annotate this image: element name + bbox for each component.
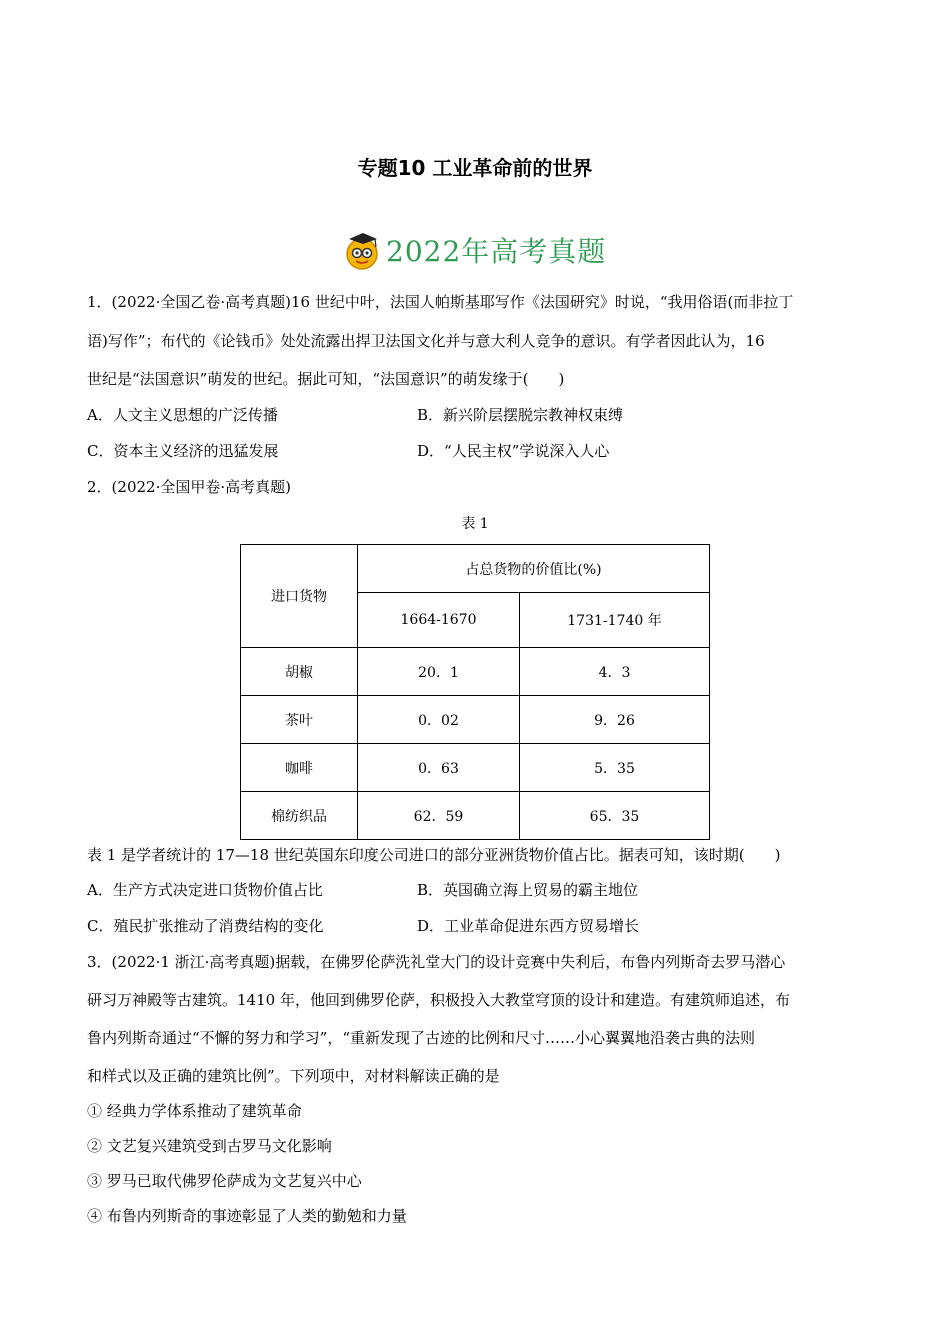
q2-option-b: B．英国确立海上贸易的霸主地位 <box>417 881 639 899</box>
col-header-1731: 1731-1740 年 <box>520 593 710 648</box>
banner-text: 2022年高考真题 <box>386 235 607 268</box>
page-title: 专题10 工业革命前的世界 <box>357 156 593 180</box>
q3-item-4: ④ 布鲁内列斯奇的事迹彰显了人类的勤勉和力量 <box>87 1207 407 1225</box>
cell-value: 9．26 <box>520 696 710 744</box>
q3-item-1: ① 经典力学体系推动了建筑革命 <box>87 1102 302 1120</box>
table-row <box>241 648 710 696</box>
q2-option-c: C．殖民扩张推动了消费结构的变化 <box>87 917 324 935</box>
q2-option-d: D．工业革命促进东西方贸易增长 <box>417 917 640 935</box>
q2-header: 2．(2022·全国甲卷·高考真题) <box>87 478 291 496</box>
q1-option-d: D．“人民主权”学说深入人心 <box>417 442 610 460</box>
q3-item-2: ② 文艺复兴建筑受到古罗马文化影响 <box>87 1137 332 1155</box>
cell-value: 4．3 <box>520 648 710 696</box>
row-header-cell: 进口货物 <box>241 545 358 648</box>
cell-value: 65．35 <box>520 792 710 840</box>
q3-item-3: ③ 罗马已取代佛罗伦萨成为文艺复兴中心 <box>87 1172 362 1190</box>
q1-option-b: B．新兴阶层摆脱宗教神权束缚 <box>417 406 624 424</box>
table-row <box>241 792 710 840</box>
q3-line-2: 研习万神殿等古建筑。1410 年，他回到佛罗伦萨，积极投入大教堂穹顶的设计和建造。有建筑师追述，布 <box>87 991 790 1009</box>
q1-option-a: A．人文主义思想的广泛传播 <box>87 406 278 424</box>
row-name: 棉纺织品 <box>241 792 358 840</box>
q3-line-4: 和样式以及正确的建筑比例”。下列项中，对材料解读正确的是 <box>87 1067 500 1085</box>
table-row <box>241 696 710 744</box>
table-caption: 表 1 <box>461 516 489 532</box>
q2-stem: 表 1 是学者统计的 17—18 世纪英国东印度公司进口的部分亚洲货物价值占比。据表可知，该时期( ) <box>87 846 781 864</box>
cell-value: 5．35 <box>520 744 710 792</box>
row-name: 咖啡 <box>241 744 358 792</box>
cell-value: 20．1 <box>358 648 520 696</box>
table-row <box>241 744 710 792</box>
cell-value: 0．63 <box>358 744 520 792</box>
q1-line-3: 世纪是“法国意识”萌发的世纪。据此可知，“法国意识”的萌发缘于( ) <box>87 370 565 388</box>
cell-value: 0．02 <box>358 696 520 744</box>
import-value-table <box>240 544 710 840</box>
q3-line-1: 3．(2022·1 浙江·高考真题)据载，在佛罗伦萨洗礼堂大门的设计竞赛中失利后，布鲁内列斯奇去罗马潜心 <box>87 953 786 971</box>
q3-line-3: 鲁内列斯奇通过“不懈的努力和学习”，“重新发现了古迹的比例和尺寸……小心翼翼地沿袭古典的法则 <box>87 1029 756 1047</box>
cell-value: 62．59 <box>358 792 520 840</box>
section-banner <box>336 228 606 272</box>
row-name: 胡椒 <box>241 648 358 696</box>
q1-line-1: 1．(2022·全国乙卷·高考真题)16 世纪中叶，法国人帕斯基耶写作《法国研究》时说，“我用俗语(而非拉丁 <box>87 293 794 311</box>
row-name: 茶叶 <box>241 696 358 744</box>
q1-option-c: C．资本主义经济的迅猛发展 <box>87 442 279 460</box>
group-header-cell: 占总货物的价值比(%) <box>358 545 710 593</box>
mascot-logo-icon <box>336 228 380 272</box>
q2-option-a: A．生产方式决定进口货物价值占比 <box>87 881 323 899</box>
col-header-1664: 1664-1670 <box>358 593 520 648</box>
q1-line-2: 语)写作”；布代的《论钱币》处处流露出捍卫法国文化并与意大利人竞争的意识。有学者因此认为，16 <box>87 332 765 350</box>
